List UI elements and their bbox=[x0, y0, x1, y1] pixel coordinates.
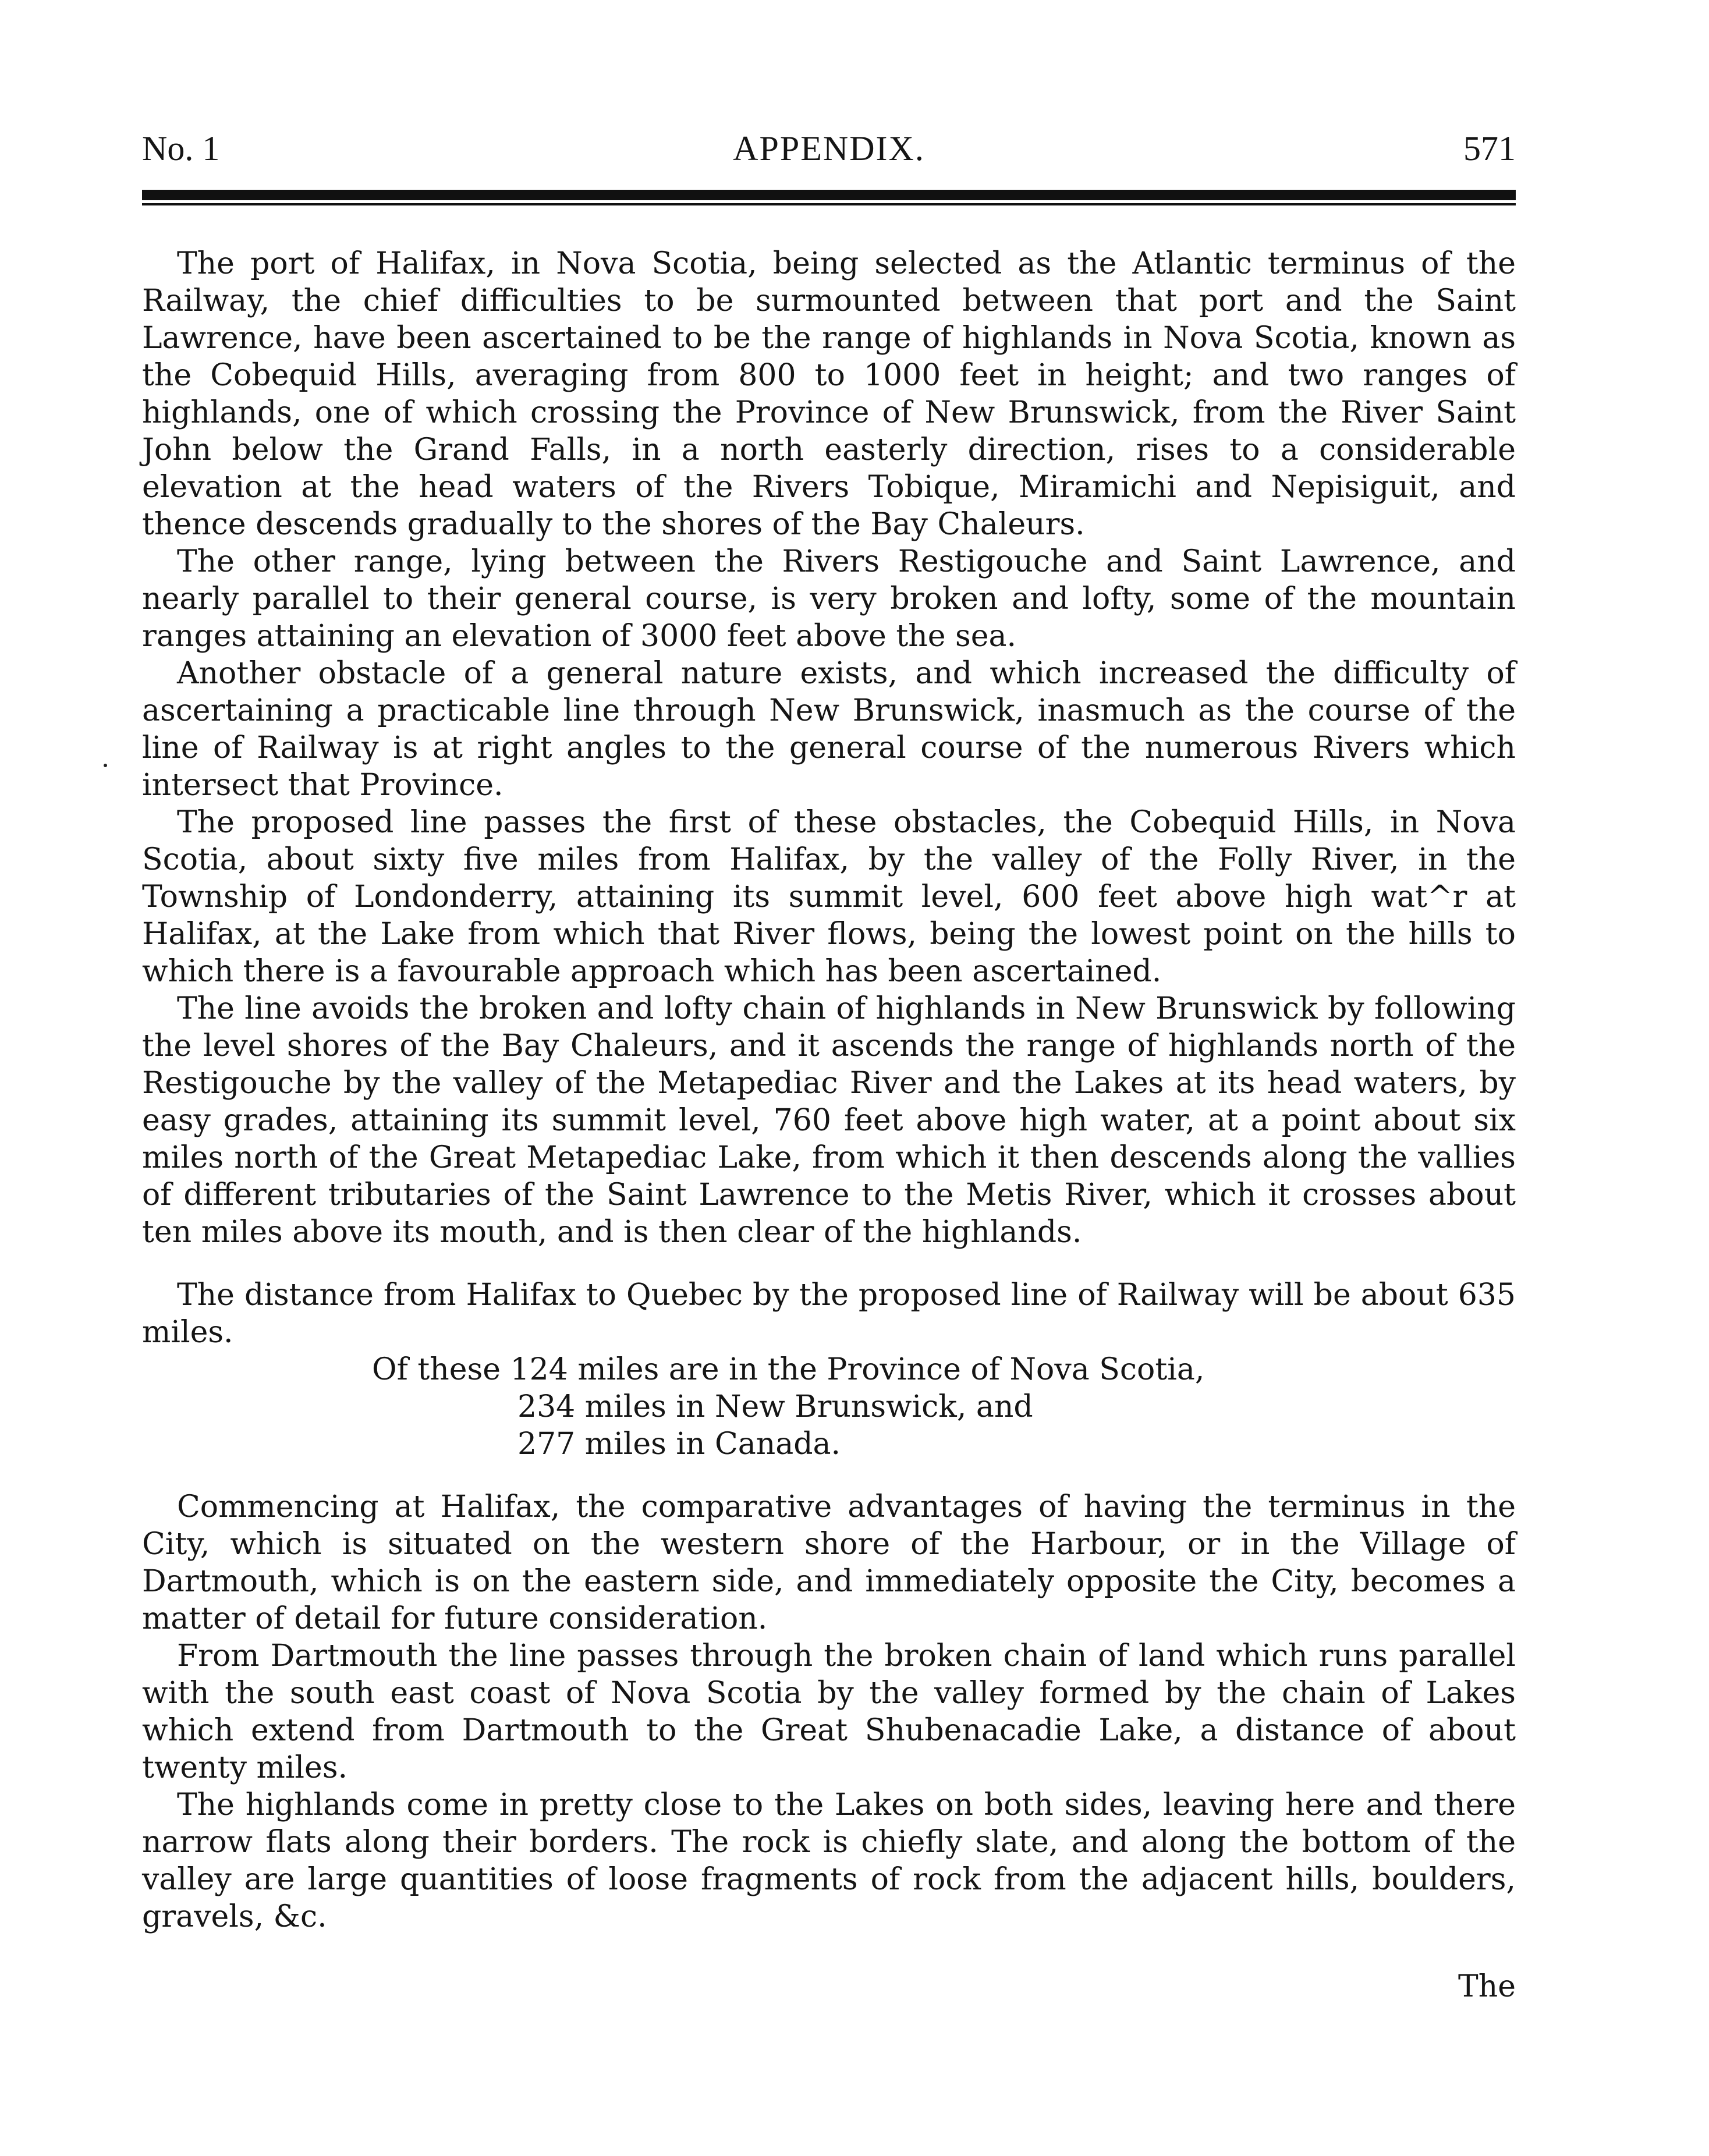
distance-breakdown bbox=[372, 1351, 1516, 1463]
page bbox=[142, 122, 1516, 2005]
paragraph-highlands-lakes: The highlands come in pretty close to the Lakes on both sides, leaving here and there narrow flats along their borders. The rock is chiefly slate, and along the bottom of the valley are large quantities of loose fragments of rock from the adjacent hills, boulders, gravels, &c. bbox=[142, 1788, 1516, 1934]
paragraph-commencing-halifax: Commencing at Halifax, the comparative advantages of having the terminus in the City, which is situated on the western shore of the Harbour, or in the Village of Dartmouth, which is on the eastern side, and immediately opposite the City, becomes a matter of detail for future consideration. bbox=[142, 1490, 1516, 1636]
header-rule-thick bbox=[142, 190, 1516, 200]
paragraph-general-obstacle: Another obstacle of a general nature exists, and which increased the difficulty of ascertaining a practicable line through New Brunswick, inasmuch as the course of the line of Railway is at right angles to the general course of the numerous Rivers which intersect that Province. bbox=[142, 656, 1516, 803]
distance-nova-scotia: Of these 124 miles are in the Province of Nova Scotia, bbox=[372, 1352, 1205, 1387]
body-text bbox=[142, 245, 1516, 2005]
catchword: The bbox=[1458, 1969, 1516, 2004]
distance-canada: 277 miles in Canada. bbox=[517, 1427, 841, 1462]
header-title: APPENDIX. bbox=[733, 129, 925, 168]
header-rule-thin bbox=[142, 203, 1516, 205]
paragraph-cobequid-hills: The proposed line passes the first of these obstacles, the Cobequid Hills, in Nova Scotia, about sixty five miles from Halifax, by the valley of the Folly River, in the Township of Londonderry, attaining its summit level, 600 feet above high wat^r at Halifax, at the Lake from which that River flows, being the lowest point on the hills to which there is a favourable approach which has been ascertained. bbox=[142, 805, 1516, 989]
distance-new-brunswick: 234 miles in New Brunswick, and bbox=[517, 1389, 1033, 1424]
margin-mark bbox=[104, 764, 107, 767]
paragraph-halifax-terminus: The port of Halifax, in Nova Scotia, being selected as the Atlantic terminus of the Railway, the chief difficulties to be surmounted between that port and the Saint Lawrence, have been ascertained to be the range of highlands in Nova Scotia, known as the Cobequid Hills, averaging from 800 to 1000 feet in height; and two ranges of highlands, one of which crossing the Province of New Brunswick, from the River Saint John below the Grand Falls, in a north easterly direction, rises to a considerable elevation at the head waters of the Rivers Tobique, Miramichi and Nepisiguit, and thence descends gradually to the shores of the Bay Chaleurs. bbox=[142, 246, 1516, 542]
header-number: No. 1 bbox=[142, 129, 220, 168]
running-header bbox=[142, 122, 1516, 175]
paragraph-other-range: The other range, lying between the Rivers Restigouche and Saint Lawrence, and nearly parallel to their general course, is very broken and lofty, some of the mountain ranges attaining an elevation of 3000 feet above the sea. bbox=[142, 544, 1516, 654]
page-number: 571 bbox=[1463, 129, 1516, 168]
paragraph-distance: The distance from Halifax to Quebec by the proposed line of Railway will be about 635 miles. bbox=[142, 1278, 1516, 1350]
paragraph-dartmouth: From Dartmouth the line passes through the broken chain of land which runs parallel with the south east coast of Nova Scotia by the valley formed by the chain of Lakes which extend from Dartmouth to the Great Shubenacadie Lake, a distance of about twenty miles. bbox=[142, 1639, 1516, 1785]
paragraph-bay-chaleurs: The line avoids the broken and lofty chain of highlands in New Brunswick by following the level shores of the Bay Chaleurs, and it ascends the range of highlands north of the Restigouche by the valley of the Metapediac River and the Lakes at its head waters, by easy grades, attaining its summit level, 760 feet above high water, at a point about six miles north of the Great Metapediac Lake, from which it then descends along the vallies of different tributaries of the Saint Lawrence to the Metis River, which it crosses about ten miles above its mouth, and is then clear of the highlands. bbox=[142, 991, 1516, 1250]
